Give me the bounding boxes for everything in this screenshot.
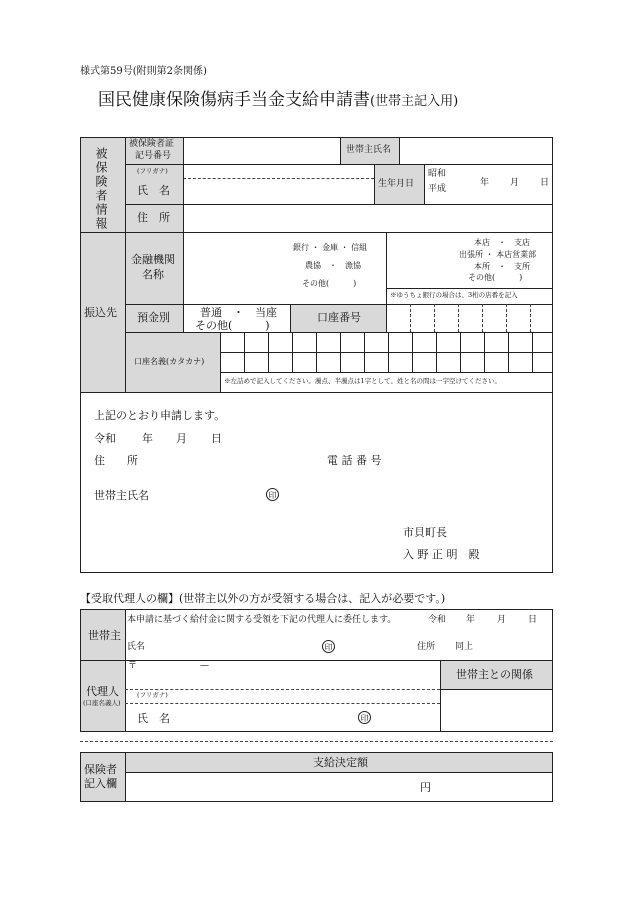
birth-label: 生年月日 bbox=[378, 179, 415, 189]
col-line-1 bbox=[125, 137, 126, 392]
amount-field[interactable] bbox=[126, 773, 552, 801]
deposit-label: 預金別 bbox=[137, 311, 170, 324]
postal-mark: 〒 bbox=[128, 661, 138, 671]
section-separator bbox=[80, 741, 553, 742]
name-field[interactable] bbox=[184, 179, 373, 203]
declaration-head-name-label: 世帯主氏名 bbox=[94, 489, 149, 502]
name-label: 氏 名 bbox=[137, 184, 170, 197]
delegation-day: 日 bbox=[528, 615, 538, 625]
declaration-month: 月 bbox=[176, 432, 187, 445]
delegation-era: 令和 bbox=[428, 615, 447, 625]
declaration-year: 年 bbox=[142, 432, 153, 445]
bank-types-1: 銀行 ・ 金庫 ・ 信組 bbox=[293, 243, 368, 252]
bank-types-2: 農協 ・ 漁協 bbox=[305, 261, 361, 270]
agent-head-address-label: 住所 bbox=[417, 642, 436, 652]
branch-types-4: その他( ) bbox=[468, 273, 523, 282]
relation-field[interactable] bbox=[441, 690, 552, 731]
postal-dash: — bbox=[200, 661, 209, 671]
mayor-title: 市貝町長 bbox=[403, 526, 447, 539]
holder-note: ※左詰めで記入してください。濁点、半濁点は1字として、姓と名の間は一字空けてください。 bbox=[224, 377, 502, 385]
bank-label-1: 金融機関 bbox=[131, 253, 175, 266]
seal-icon: 印 bbox=[266, 488, 279, 501]
birth-year-label: 年 bbox=[480, 178, 490, 188]
agent-label: 代理人 bbox=[86, 685, 119, 698]
deposit-types-1: 普通 ・ 当座 bbox=[200, 306, 277, 319]
title-main: 国民健康保険傷病手当金支給申請書 bbox=[98, 90, 370, 110]
card-number-field[interactable] bbox=[184, 138, 339, 163]
agent-name-label: 氏 名 bbox=[137, 712, 170, 725]
account-number-label: 口座番号 bbox=[317, 311, 361, 324]
agent-head-label: 世帯主 bbox=[88, 629, 121, 642]
agent-header: 【受取代理人の欄】(世帯主以外の方が受領する場合は、記入が必要です。) bbox=[80, 592, 446, 605]
agent-same-as: 同上 bbox=[455, 642, 474, 652]
mayor-name: 入 野 正 明 殿 bbox=[403, 548, 480, 561]
address-label: 住 所 bbox=[137, 211, 170, 224]
declaration-era: 令和 bbox=[94, 432, 116, 445]
form-title bbox=[98, 92, 458, 109]
agent-dashed-line-1 bbox=[125, 689, 440, 690]
section-label-transfer: 振込先 bbox=[84, 306, 117, 319]
agent-head-name-label: 氏名 bbox=[127, 642, 146, 652]
delegation-text: 本申請に基づく給付金に関する受領を下記の代理人に委任します。 bbox=[127, 615, 397, 625]
title-sub: (世帯主記入用) bbox=[370, 94, 459, 109]
row-line-8 bbox=[80, 392, 553, 393]
branch-types-2: 出張所 ・ 本店営業部 bbox=[459, 250, 537, 259]
branch-types-3: 本所 ・ 支所 bbox=[474, 262, 530, 271]
deposit-types-2: その他( ) bbox=[195, 319, 270, 332]
branch-types-1: 本店 ・ 支店 bbox=[474, 238, 530, 247]
head-name-label: 世帯主氏名 bbox=[346, 145, 392, 155]
agent-address-field[interactable] bbox=[126, 661, 439, 688]
delegation-year: 年 bbox=[466, 615, 476, 625]
branch-note-line bbox=[386, 288, 553, 289]
delegation-month: 月 bbox=[497, 615, 507, 625]
section-label-insured: 被保険者情報 bbox=[94, 147, 108, 231]
era-heisei: 平成 bbox=[428, 184, 447, 194]
card-number-label-2: 記号番号 bbox=[135, 151, 172, 161]
agent-sub-label: (口座名義人) bbox=[83, 699, 121, 707]
agent-name-field[interactable] bbox=[126, 704, 439, 731]
birth-month-label: 月 bbox=[510, 178, 520, 188]
account-holder-field[interactable] bbox=[221, 333, 552, 371]
declaration-address-label: 住 所 bbox=[94, 454, 138, 467]
amount-header: 支給決定額 bbox=[313, 756, 368, 769]
address-field[interactable] bbox=[184, 205, 552, 231]
row-line-7 bbox=[220, 372, 553, 373]
insurer-label-2: 記入欄 bbox=[84, 777, 117, 790]
yucho-note: ※ゆうちょ銀行の場合は、3桁の店番を記入 bbox=[390, 291, 518, 299]
form-number: 様式第59号(附則第2条関係) bbox=[80, 66, 207, 77]
declaration-day: 日 bbox=[211, 432, 222, 445]
col-line-3 bbox=[340, 137, 341, 164]
col-line-5 bbox=[374, 164, 375, 204]
head-name-field[interactable] bbox=[400, 138, 552, 163]
agent-furigana-label: (フリガナ) bbox=[137, 691, 168, 699]
era-showa: 昭和 bbox=[428, 169, 447, 179]
account-holder-label: 口座名義(カタカナ) bbox=[134, 357, 205, 366]
bank-name-field[interactable] bbox=[184, 233, 284, 303]
account-number-field[interactable] bbox=[387, 305, 552, 331]
relation-label: 世帯主との関係 bbox=[456, 668, 533, 681]
agent-seal-icon: 印 bbox=[358, 711, 371, 724]
card-number-label-1: 被保険者証 bbox=[129, 139, 175, 149]
birth-day-label: 日 bbox=[540, 178, 550, 188]
yen-label: 円 bbox=[420, 781, 431, 794]
insurer-label-1: 保険者 bbox=[84, 763, 117, 776]
col-line-8 bbox=[290, 304, 291, 332]
declaration-phone-label: 電 話 番 号 bbox=[327, 454, 382, 467]
furigana-label: (フリガナ) bbox=[137, 167, 168, 175]
bank-types-3: その他( ) bbox=[302, 279, 357, 288]
agent-head-seal-icon: 印 bbox=[322, 640, 335, 653]
declaration-statement: 上記のとおり申請します。 bbox=[94, 409, 226, 422]
row-line-3 bbox=[80, 232, 553, 233]
bank-label-2: 名称 bbox=[142, 268, 164, 281]
furigana-field[interactable] bbox=[184, 165, 373, 177]
